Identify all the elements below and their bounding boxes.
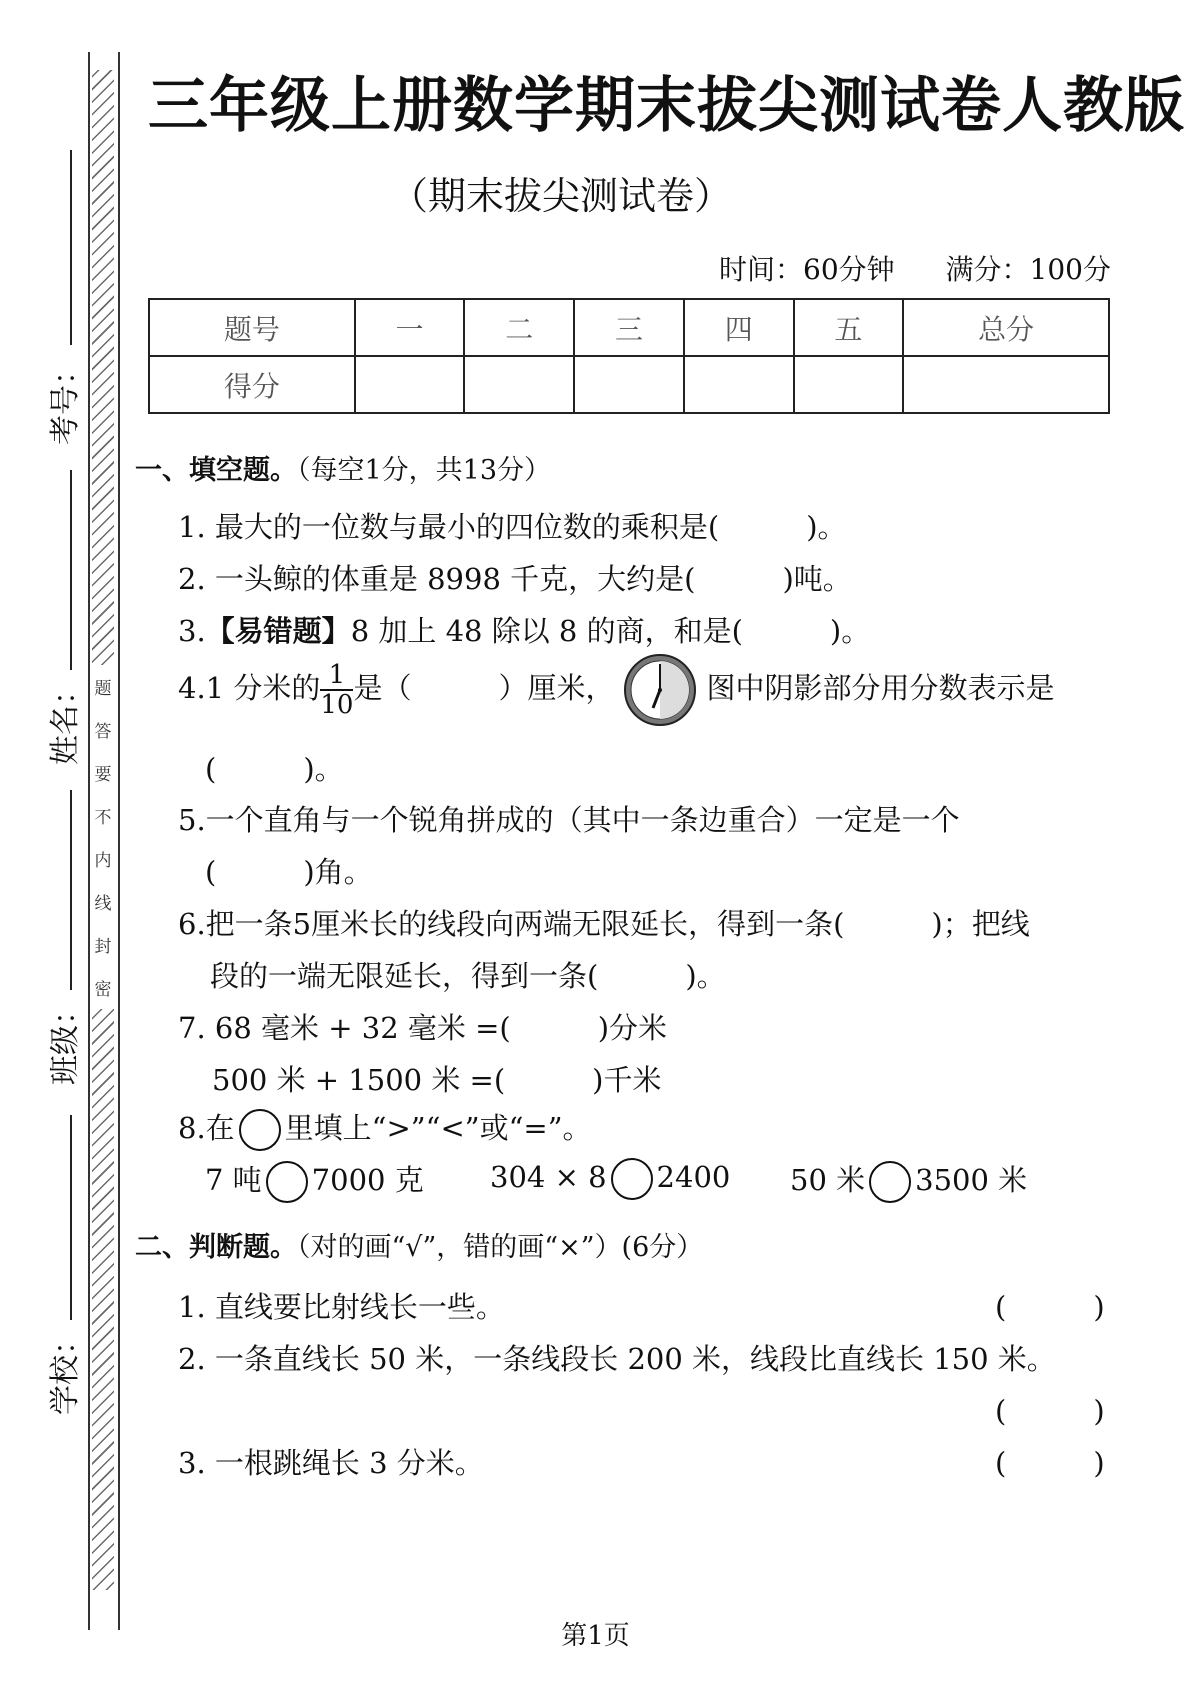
compare-right: 2400 xyxy=(656,1160,731,1194)
score-cell[interactable] xyxy=(794,356,904,413)
denominator: 10 xyxy=(320,690,354,720)
table-header-cell: 题号 xyxy=(149,299,355,356)
seal-char: 内 xyxy=(94,851,112,871)
subtitle: （期末拔尖测试卷） xyxy=(390,174,733,218)
answer-blank[interactable]: ( ) xyxy=(995,1290,1105,1324)
margin-border-right xyxy=(118,52,120,1630)
table-header-cell: 总分 xyxy=(903,299,1109,356)
question-text: 4.1 分米的 xyxy=(178,671,321,705)
compare-circle[interactable] xyxy=(266,1161,308,1203)
question-text: 里填上“>”“<”或“=”。 xyxy=(284,1111,592,1145)
section-1-heading xyxy=(135,448,551,487)
question-1-5-cont: ( )角。 xyxy=(205,855,373,889)
question-1-8 xyxy=(178,1106,592,1151)
score-row-label: 得分 xyxy=(149,356,355,413)
circle-blank-icon xyxy=(239,1109,281,1151)
question-1-4-blank: ( )。 xyxy=(205,752,344,786)
score-cell[interactable] xyxy=(574,356,684,413)
question-1-6: 6.把一条5厘米长的线段向两端无限延长，得到一条( )；把线 xyxy=(178,907,1030,941)
compare-item xyxy=(205,1158,424,1203)
question-text: 图中阴影部分用分数表示是 xyxy=(706,671,1055,705)
compare-right: 3500 米 xyxy=(915,1163,1028,1197)
class-label: 班级： xyxy=(48,995,83,1085)
table-row xyxy=(149,299,1109,356)
name-line xyxy=(70,470,72,670)
seal-notice xyxy=(90,665,116,1009)
section-title: 一、填空题。 xyxy=(135,455,297,486)
page-number: 第1页 xyxy=(561,1621,630,1651)
question-number: 3. xyxy=(178,614,206,648)
name-label: 姓名： xyxy=(48,675,83,765)
table-header-cell: 二 xyxy=(464,299,574,356)
question-1-5: 5.一个直角与一个锐角拼成的（其中一条边重合）一定是一个 xyxy=(178,803,960,837)
question-text: 是（ ）厘米， xyxy=(353,671,615,705)
question-1-6-cont: 段的一端无限延长，得到一条( )。 xyxy=(210,959,726,993)
seal-char: 线 xyxy=(94,894,112,914)
score-cell[interactable] xyxy=(464,356,574,413)
table-header-cell: 四 xyxy=(684,299,794,356)
seal-char: 不 xyxy=(94,808,112,828)
page-title: 三年级上册数学期末拔尖测试卷人教版 xyxy=(148,71,1185,141)
compare-circle[interactable] xyxy=(869,1161,911,1203)
time-limit: 时间：60分钟 xyxy=(719,253,895,286)
seal-char: 答 xyxy=(94,722,112,742)
question-1-2: 2. 一头鲸的体重是 8998 千克，大约是( )吨。 xyxy=(178,562,852,596)
question-1-7: 7. 68 毫米 + 32 毫米 =( )分米 xyxy=(178,1011,668,1045)
section-note: （每空1分，共13分） xyxy=(297,455,552,486)
compare-left: 50 米 xyxy=(790,1163,866,1197)
compare-left: 304 × 8 xyxy=(490,1160,607,1194)
exam-number-label: 考号： xyxy=(48,355,83,445)
seal-char: 题 xyxy=(94,679,112,699)
exam-meta xyxy=(719,248,1111,288)
compare-circle[interactable] xyxy=(611,1158,653,1200)
score-cell[interactable] xyxy=(355,356,465,413)
table-header-cell: 五 xyxy=(794,299,904,356)
question-1-7-cont: 500 米 + 1500 米 =( )千米 xyxy=(212,1063,662,1097)
full-score: 满分：100分 xyxy=(945,253,1111,286)
compare-item xyxy=(790,1158,1027,1203)
score-cell[interactable] xyxy=(684,356,794,413)
question-1-4 xyxy=(178,652,1054,728)
numerator: 1 xyxy=(320,661,353,691)
question-1-3 xyxy=(178,609,870,650)
table-header-cell: 三 xyxy=(574,299,684,356)
compare-right: 7000 克 xyxy=(311,1163,424,1197)
score-table xyxy=(148,298,1110,414)
question-1-1: 1. 最大的一位数与最小的四位数的乘积是( )。 xyxy=(178,510,847,544)
question-text: 8.在 xyxy=(178,1111,235,1145)
seal-char: 封 xyxy=(94,937,112,957)
compare-left: 7 吨 xyxy=(205,1163,262,1197)
section-2-heading xyxy=(135,1225,703,1264)
fraction xyxy=(320,661,353,719)
question-2-3: 3. 一根跳绳长 3 分米。 xyxy=(178,1446,484,1480)
school-label: 学校： xyxy=(48,1325,83,1415)
table-row xyxy=(149,356,1109,413)
score-cell[interactable] xyxy=(903,356,1109,413)
error-prone-tag: 【易错题】 xyxy=(205,614,351,648)
table-header-cell: 一 xyxy=(355,299,465,356)
section-title: 二、判断题。 xyxy=(135,1232,297,1263)
answer-blank[interactable]: ( ) xyxy=(995,1446,1105,1480)
question-2-2: 2. 一条直线长 50 米，一条线段长 200 米，线段比直线长 150 米。 xyxy=(178,1342,1056,1376)
clock-image xyxy=(622,652,698,728)
seal-char: 密 xyxy=(94,980,112,1000)
school-line xyxy=(70,1115,72,1320)
exam-number-line xyxy=(70,150,72,345)
question-text: 8 加上 48 除以 8 的商，和是( )。 xyxy=(350,614,871,648)
section-note: （对的画“√”，错的画“×”）(6分） xyxy=(297,1232,704,1263)
seal-char: 要 xyxy=(94,765,112,785)
class-line xyxy=(70,790,72,990)
answer-blank[interactable]: ( ) xyxy=(995,1394,1105,1428)
compare-item xyxy=(490,1158,730,1200)
question-2-1: 1. 直线要比射线长一些。 xyxy=(178,1290,505,1324)
